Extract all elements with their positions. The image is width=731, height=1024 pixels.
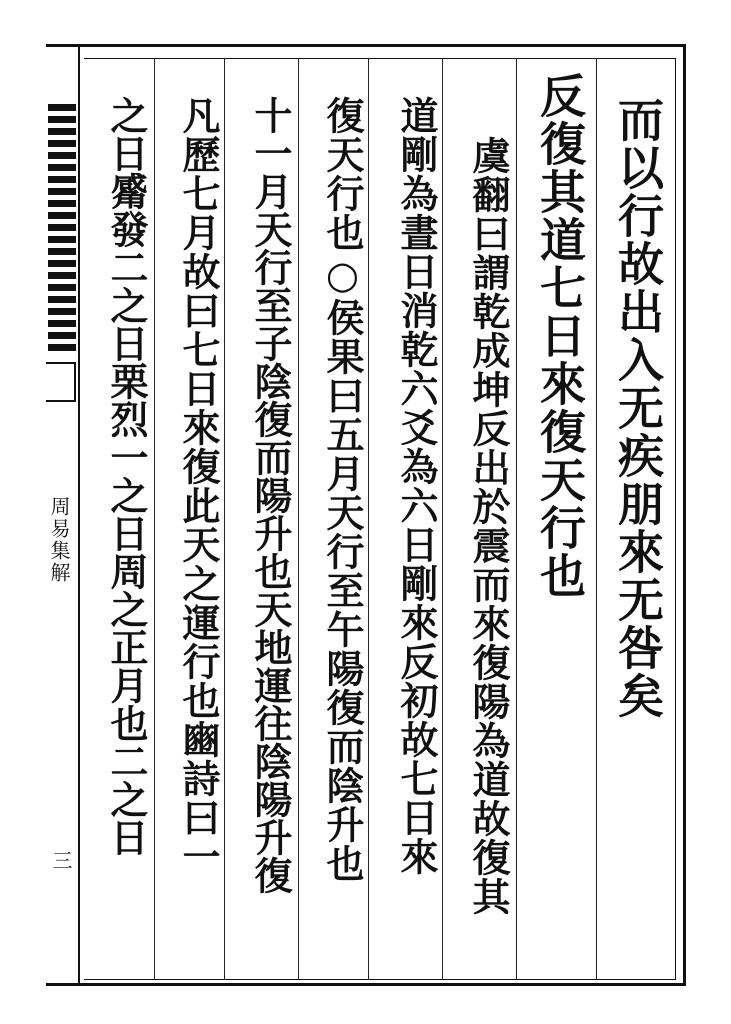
text-column-1: 而以行故出入无疾朋來无咎矣 bbox=[611, 96, 665, 720]
column-divider bbox=[596, 58, 597, 980]
column-divider bbox=[442, 58, 443, 980]
margin-book-title: 周易集解 bbox=[47, 496, 71, 584]
text-column-2: 反復其道七日來復天行也 bbox=[533, 72, 587, 600]
column-divider bbox=[154, 58, 155, 980]
text-column-4: 道剛為晝日消乾六爻為六日剛來反初故七日來 bbox=[394, 96, 439, 876]
margin-page-number: 三 bbox=[49, 850, 73, 870]
column-divider bbox=[224, 58, 225, 980]
column-divider bbox=[298, 58, 299, 980]
text-column-3: 虞翻曰謂乾成坤反出於震而來復陽為道故復其 bbox=[466, 136, 511, 916]
text-column-6: 十一月天行至子陰復而陽升也天地運往陰陽升復 bbox=[248, 96, 293, 894]
text-column-5: 復天行也○侯果曰五月天行至午陽復而陰升也 bbox=[320, 96, 365, 883]
text-column-8: 之日觱發二之日栗烈一之日周之正月也二之日 bbox=[104, 96, 149, 856]
column-divider bbox=[368, 58, 369, 980]
column-divider bbox=[516, 58, 517, 980]
text-column-7: 凡歷七月故曰七日來復此天之運行也豳詩曰一 bbox=[176, 96, 221, 876]
